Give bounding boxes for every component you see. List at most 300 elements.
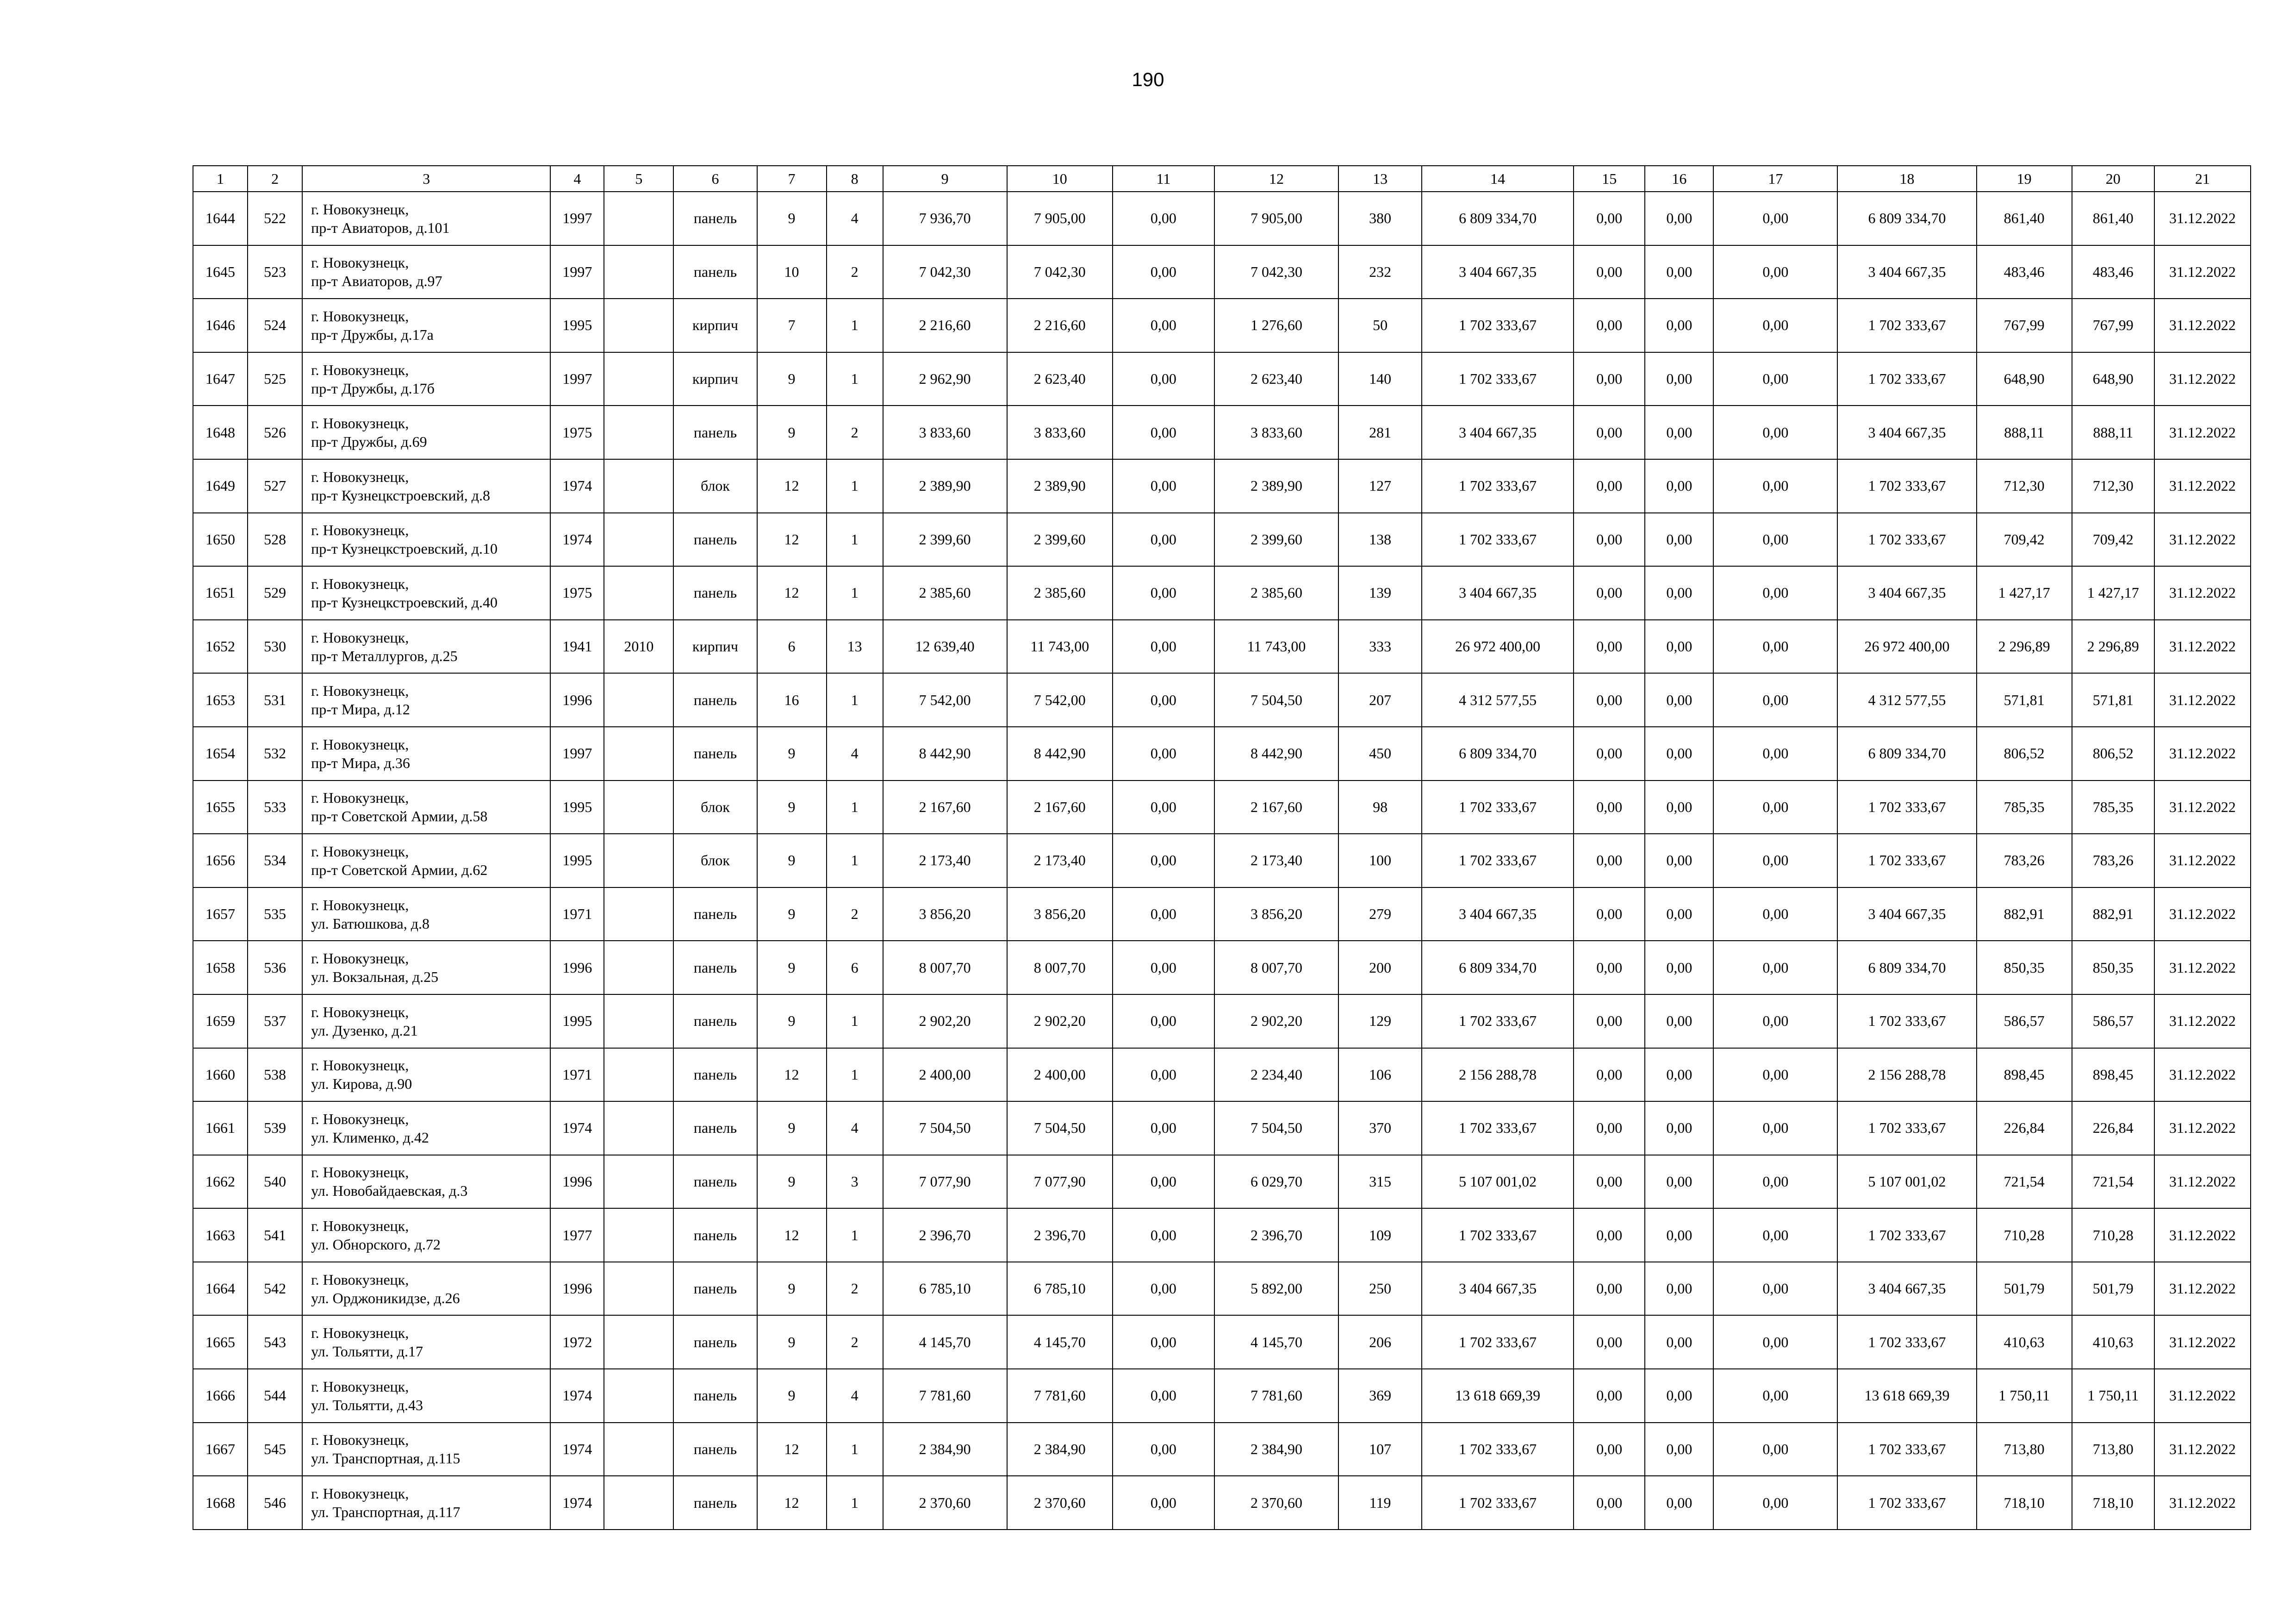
cell-address — [302, 566, 550, 620]
cell-col-18: 1 702 333,67 — [1837, 781, 1976, 834]
cell-col-1: 1652 — [193, 620, 248, 674]
cell-col-6: панель — [673, 1101, 757, 1155]
column-header-15: 15 — [1574, 166, 1645, 192]
cell-col-21: 31.12.2022 — [2154, 1423, 2251, 1476]
cell-col-10: 7 042,30 — [1007, 245, 1113, 299]
cell-col-15: 0,00 — [1574, 834, 1645, 887]
cell-col-21: 31.12.2022 — [2154, 1369, 2251, 1423]
cell-col-20: 806,52 — [2072, 727, 2154, 781]
cell-col-2: 530 — [248, 620, 302, 674]
cell-col-14: 1 702 333,67 — [1422, 834, 1574, 887]
cell-col-11: 0,00 — [1113, 406, 1214, 459]
cell-col-14: 1 702 333,67 — [1422, 781, 1574, 834]
cell-col-13: 370 — [1338, 1101, 1422, 1155]
cell-col-21: 31.12.2022 — [2154, 192, 2251, 245]
cell-col-4: 1996 — [550, 1155, 604, 1209]
cell-col-14: 3 404 667,35 — [1422, 245, 1574, 299]
address-city: г. Новокузнецк, — [311, 1378, 409, 1395]
cell-col-9: 2 385,60 — [883, 566, 1007, 620]
address-city: г. Новокузнецк, — [311, 522, 409, 539]
address-street: ул. Клименко, д.42 — [311, 1129, 429, 1146]
cell-col-10: 4 145,70 — [1007, 1315, 1113, 1369]
address-street: ул. Транспортная, д.115 — [311, 1450, 460, 1467]
cell-col-4: 1995 — [550, 994, 604, 1048]
cell-col-6: панель — [673, 513, 757, 567]
cell-col-17: 0,00 — [1713, 192, 1837, 245]
cell-col-8: 6 — [827, 941, 883, 994]
address-street: ул. Обнорского, д.72 — [311, 1236, 441, 1253]
cell-col-11: 0,00 — [1113, 192, 1214, 245]
cell-col-17: 0,00 — [1713, 1423, 1837, 1476]
address-city: г. Новокузнецк, — [311, 307, 409, 325]
cell-col-7: 9 — [757, 352, 827, 406]
cell-col-13: 281 — [1338, 406, 1422, 459]
address-city: г. Новокузнецк, — [311, 361, 409, 378]
cell-col-11: 0,00 — [1113, 1262, 1214, 1316]
cell-col-14: 6 809 334,70 — [1422, 727, 1574, 781]
cell-col-2: 537 — [248, 994, 302, 1048]
address-street: ул. Орджоникидзе, д.26 — [311, 1289, 460, 1306]
table-row — [193, 459, 2251, 513]
cell-col-2: 544 — [248, 1369, 302, 1423]
cell-col-16: 0,00 — [1645, 941, 1713, 994]
cell-col-16: 0,00 — [1645, 834, 1713, 887]
cell-col-19: 888,11 — [1977, 406, 2072, 459]
cell-col-21: 31.12.2022 — [2154, 673, 2251, 727]
column-header-16: 16 — [1645, 166, 1713, 192]
cell-col-17: 0,00 — [1713, 727, 1837, 781]
cell-col-12: 4 145,70 — [1214, 1315, 1338, 1369]
cell-col-1: 1650 — [193, 513, 248, 567]
cell-col-8: 1 — [827, 994, 883, 1048]
address-street: пр-т Авиаторов, д.97 — [311, 273, 442, 290]
cell-col-4: 1977 — [550, 1208, 604, 1262]
address-city: г. Новокузнецк, — [311, 468, 409, 485]
cell-col-21: 31.12.2022 — [2154, 1208, 2251, 1262]
cell-col-11: 0,00 — [1113, 834, 1214, 887]
cell-col-14: 4 312 577,55 — [1422, 673, 1574, 727]
cell-col-8: 1 — [827, 781, 883, 834]
cell-col-15: 0,00 — [1574, 994, 1645, 1048]
table-row — [193, 1208, 2251, 1262]
table-row — [193, 994, 2251, 1048]
cell-address — [302, 299, 550, 352]
cell-col-16: 0,00 — [1645, 1423, 1713, 1476]
cell-col-1: 1668 — [193, 1476, 248, 1530]
cell-col-12: 7 504,50 — [1214, 673, 1338, 727]
cell-col-17: 0,00 — [1713, 299, 1837, 352]
cell-col-17: 0,00 — [1713, 459, 1837, 513]
cell-col-5 — [604, 352, 673, 406]
column-header-9: 9 — [883, 166, 1007, 192]
cell-col-1: 1644 — [193, 192, 248, 245]
cell-col-19: 2 296,89 — [1977, 620, 2072, 674]
cell-col-21: 31.12.2022 — [2154, 299, 2251, 352]
cell-address — [302, 459, 550, 513]
cell-col-17: 0,00 — [1713, 673, 1837, 727]
cell-address — [302, 727, 550, 781]
cell-col-18: 3 404 667,35 — [1837, 887, 1976, 941]
cell-col-16: 0,00 — [1645, 513, 1713, 567]
cell-col-2: 542 — [248, 1262, 302, 1316]
cell-col-7: 9 — [757, 192, 827, 245]
cell-col-18: 3 404 667,35 — [1837, 406, 1976, 459]
cell-col-19: 710,28 — [1977, 1208, 2072, 1262]
cell-col-11: 0,00 — [1113, 566, 1214, 620]
column-header-4: 4 — [550, 166, 604, 192]
cell-col-6: кирпич — [673, 352, 757, 406]
cell-col-8: 2 — [827, 1315, 883, 1369]
cell-col-10: 7 542,00 — [1007, 673, 1113, 727]
cell-col-20: 718,10 — [2072, 1476, 2154, 1530]
cell-col-16: 0,00 — [1645, 1476, 1713, 1530]
cell-col-8: 2 — [827, 245, 883, 299]
cell-col-12: 6 029,70 — [1214, 1155, 1338, 1209]
table-row — [193, 834, 2251, 887]
cell-col-10: 2 389,90 — [1007, 459, 1113, 513]
cell-col-11: 0,00 — [1113, 781, 1214, 834]
address-street: ул. Кирова, д.90 — [311, 1075, 412, 1093]
cell-col-12: 1 276,60 — [1214, 299, 1338, 352]
cell-col-9: 7 936,70 — [883, 192, 1007, 245]
cell-col-7: 9 — [757, 1369, 827, 1423]
cell-col-20: 785,35 — [2072, 781, 2154, 834]
cell-col-8: 1 — [827, 1476, 883, 1530]
cell-col-18: 1 702 333,67 — [1837, 834, 1976, 887]
cell-col-8: 1 — [827, 299, 883, 352]
cell-col-13: 107 — [1338, 1423, 1422, 1476]
cell-col-2: 539 — [248, 1101, 302, 1155]
cell-col-10: 2 173,40 — [1007, 834, 1113, 887]
cell-col-10: 3 856,20 — [1007, 887, 1113, 941]
cell-col-17: 0,00 — [1713, 406, 1837, 459]
cell-col-5 — [604, 1101, 673, 1155]
cell-col-6: панель — [673, 1476, 757, 1530]
cell-col-9: 2 173,40 — [883, 834, 1007, 887]
cell-col-17: 0,00 — [1713, 834, 1837, 887]
address-city: г. Новокузнецк, — [311, 1218, 409, 1235]
cell-col-15: 0,00 — [1574, 406, 1645, 459]
cell-col-1: 1654 — [193, 727, 248, 781]
cell-col-12: 2 396,70 — [1214, 1208, 1338, 1262]
table-body — [193, 192, 2251, 1530]
cell-col-17: 0,00 — [1713, 781, 1837, 834]
cell-col-15: 0,00 — [1574, 941, 1645, 994]
cell-col-13: 139 — [1338, 566, 1422, 620]
cell-col-8: 4 — [827, 192, 883, 245]
cell-col-17: 0,00 — [1713, 1155, 1837, 1209]
address-street: ул. Транспортная, д.117 — [311, 1504, 460, 1521]
cell-col-6: панель — [673, 673, 757, 727]
cell-col-10: 2 385,60 — [1007, 566, 1113, 620]
cell-col-1: 1658 — [193, 941, 248, 994]
table-row — [193, 620, 2251, 674]
table-row — [193, 299, 2251, 352]
cell-col-6: панель — [673, 887, 757, 941]
cell-col-6: панель — [673, 1155, 757, 1209]
cell-col-1: 1665 — [193, 1315, 248, 1369]
cell-col-20: 783,26 — [2072, 834, 2154, 887]
cell-col-12: 2 399,60 — [1214, 513, 1338, 567]
cell-address — [302, 781, 550, 834]
cell-col-5 — [604, 299, 673, 352]
cell-col-6: панель — [673, 941, 757, 994]
address-street: пр-т Авиаторов, д.101 — [311, 219, 450, 236]
cell-col-18: 2 156 288,78 — [1837, 1048, 1976, 1102]
cell-col-20: 709,42 — [2072, 513, 2154, 567]
cell-col-15: 0,00 — [1574, 299, 1645, 352]
cell-col-21: 31.12.2022 — [2154, 941, 2251, 994]
cell-col-12: 2 370,60 — [1214, 1476, 1338, 1530]
cell-col-21: 31.12.2022 — [2154, 245, 2251, 299]
cell-col-5 — [604, 406, 673, 459]
cell-col-16: 0,00 — [1645, 727, 1713, 781]
cell-col-2: 541 — [248, 1208, 302, 1262]
cell-col-13: 450 — [1338, 727, 1422, 781]
cell-col-10: 7 905,00 — [1007, 192, 1113, 245]
cell-col-21: 31.12.2022 — [2154, 620, 2251, 674]
cell-col-18: 5 107 001,02 — [1837, 1155, 1976, 1209]
cell-col-1: 1663 — [193, 1208, 248, 1262]
address-street: ул. Вокзальная, д.25 — [311, 968, 439, 986]
cell-col-8: 3 — [827, 1155, 883, 1209]
cell-col-21: 31.12.2022 — [2154, 1262, 2251, 1316]
cell-col-8: 2 — [827, 887, 883, 941]
cell-col-21: 31.12.2022 — [2154, 1315, 2251, 1369]
address-street: пр-т Кузнецкстроевский, д.10 — [311, 540, 498, 557]
cell-col-12: 2 389,90 — [1214, 459, 1338, 513]
cell-col-19: 712,30 — [1977, 459, 2072, 513]
cell-col-12: 2 384,90 — [1214, 1423, 1338, 1476]
table-row — [193, 1476, 2251, 1530]
column-header-18: 18 — [1837, 166, 1976, 192]
cell-col-18: 3 404 667,35 — [1837, 245, 1976, 299]
cell-col-15: 0,00 — [1574, 1155, 1645, 1209]
cell-col-13: 98 — [1338, 781, 1422, 834]
cell-col-6: блок — [673, 781, 757, 834]
cell-col-16: 0,00 — [1645, 352, 1713, 406]
cell-col-17: 0,00 — [1713, 245, 1837, 299]
cell-col-2: 532 — [248, 727, 302, 781]
cell-col-20: 721,54 — [2072, 1155, 2154, 1209]
cell-col-11: 0,00 — [1113, 1155, 1214, 1209]
address-street: пр-т Мира, д.36 — [311, 754, 410, 771]
cell-col-19: 898,45 — [1977, 1048, 2072, 1102]
cell-col-21: 31.12.2022 — [2154, 1101, 2251, 1155]
cell-col-4: 1996 — [550, 673, 604, 727]
cell-col-16: 0,00 — [1645, 994, 1713, 1048]
cell-col-13: 207 — [1338, 673, 1422, 727]
cell-col-13: 100 — [1338, 834, 1422, 887]
cell-col-7: 9 — [757, 1155, 827, 1209]
cell-col-14: 1 702 333,67 — [1422, 994, 1574, 1048]
cell-col-4: 1974 — [550, 1101, 604, 1155]
cell-col-17: 0,00 — [1713, 941, 1837, 994]
cell-col-18: 1 702 333,67 — [1837, 513, 1976, 567]
cell-col-5 — [604, 1155, 673, 1209]
cell-col-6: панель — [673, 1423, 757, 1476]
cell-col-14: 1 702 333,67 — [1422, 1101, 1574, 1155]
cell-col-15: 0,00 — [1574, 459, 1645, 513]
cell-col-20: 767,99 — [2072, 299, 2154, 352]
cell-col-4: 1997 — [550, 727, 604, 781]
column-header-6: 6 — [673, 166, 757, 192]
cell-col-6: панель — [673, 1369, 757, 1423]
cell-col-17: 0,00 — [1713, 566, 1837, 620]
cell-col-7: 12 — [757, 1208, 827, 1262]
cell-col-19: 785,35 — [1977, 781, 2072, 834]
cell-col-17: 0,00 — [1713, 1315, 1837, 1369]
cell-col-18: 1 702 333,67 — [1837, 1101, 1976, 1155]
cell-col-18: 1 702 333,67 — [1837, 1423, 1976, 1476]
column-header-12: 12 — [1214, 166, 1338, 192]
cell-col-20: 2 296,89 — [2072, 620, 2154, 674]
cell-col-17: 0,00 — [1713, 1262, 1837, 1316]
address-street: ул. Батюшкова, д.8 — [311, 915, 430, 932]
cell-col-17: 0,00 — [1713, 1476, 1837, 1530]
cell-col-1: 1662 — [193, 1155, 248, 1209]
cell-col-11: 0,00 — [1113, 1423, 1214, 1476]
address-city: г. Новокузнецк, — [311, 843, 409, 860]
cell-col-18: 26 972 400,00 — [1837, 620, 1976, 674]
cell-col-4: 1975 — [550, 406, 604, 459]
cell-col-7: 12 — [757, 459, 827, 513]
cell-col-14: 2 156 288,78 — [1422, 1048, 1574, 1102]
cell-col-14: 1 702 333,67 — [1422, 1476, 1574, 1530]
cell-col-2: 531 — [248, 673, 302, 727]
address-city: г. Новокузнецк, — [311, 200, 409, 218]
cell-address — [302, 620, 550, 674]
cell-col-5 — [604, 781, 673, 834]
column-header-20: 20 — [2072, 166, 2154, 192]
cell-col-15: 0,00 — [1574, 1315, 1645, 1369]
cell-col-20: 483,46 — [2072, 245, 2154, 299]
cell-col-19: 483,46 — [1977, 245, 2072, 299]
cell-col-8: 1 — [827, 459, 883, 513]
cell-col-14: 5 107 001,02 — [1422, 1155, 1574, 1209]
cell-col-12: 2 167,60 — [1214, 781, 1338, 834]
cell-col-9: 6 785,10 — [883, 1262, 1007, 1316]
cell-col-2: 529 — [248, 566, 302, 620]
cell-col-6: панель — [673, 1048, 757, 1102]
address-street: ул. Тольятти, д.43 — [311, 1396, 423, 1413]
cell-col-16: 0,00 — [1645, 459, 1713, 513]
cell-col-7: 9 — [757, 994, 827, 1048]
cell-col-9: 2 962,90 — [883, 352, 1007, 406]
cell-col-16: 0,00 — [1645, 192, 1713, 245]
cell-col-21: 31.12.2022 — [2154, 352, 2251, 406]
column-header-11: 11 — [1113, 166, 1214, 192]
cell-col-7: 9 — [757, 406, 827, 459]
cell-col-12: 11 743,00 — [1214, 620, 1338, 674]
address-city: г. Новокузнецк, — [311, 575, 409, 592]
cell-col-20: 226,84 — [2072, 1101, 2154, 1155]
cell-col-10: 2 370,60 — [1007, 1476, 1113, 1530]
cell-col-13: 315 — [1338, 1155, 1422, 1209]
cell-col-12: 8 007,70 — [1214, 941, 1338, 994]
cell-col-20: 410,63 — [2072, 1315, 2154, 1369]
cell-col-5 — [604, 673, 673, 727]
cell-col-9: 2 400,00 — [883, 1048, 1007, 1102]
cell-col-12: 2 902,20 — [1214, 994, 1338, 1048]
cell-col-19: 1 427,17 — [1977, 566, 2072, 620]
cell-col-21: 31.12.2022 — [2154, 781, 2251, 834]
cell-address — [302, 1155, 550, 1209]
cell-col-7: 9 — [757, 887, 827, 941]
table-row — [193, 727, 2251, 781]
cell-col-2: 534 — [248, 834, 302, 887]
cell-col-20: 882,91 — [2072, 887, 2154, 941]
column-header-5: 5 — [604, 166, 673, 192]
cell-col-14: 1 702 333,67 — [1422, 459, 1574, 513]
table-row — [193, 1315, 2251, 1369]
cell-col-18: 3 404 667,35 — [1837, 1262, 1976, 1316]
cell-col-16: 0,00 — [1645, 673, 1713, 727]
cell-col-9: 7 781,60 — [883, 1369, 1007, 1423]
cell-col-4: 1997 — [550, 192, 604, 245]
cell-col-16: 0,00 — [1645, 1048, 1713, 1102]
table-row — [193, 192, 2251, 245]
address-street: пр-т Дружбы, д.17а — [311, 326, 434, 343]
table-row — [193, 1101, 2251, 1155]
table-row — [193, 781, 2251, 834]
address-street: пр-т Мира, д.12 — [311, 701, 410, 718]
cell-col-15: 0,00 — [1574, 352, 1645, 406]
cell-col-20: 1 750,11 — [2072, 1369, 2154, 1423]
cell-col-17: 0,00 — [1713, 1101, 1837, 1155]
cell-col-15: 0,00 — [1574, 1262, 1645, 1316]
cell-col-16: 0,00 — [1645, 1208, 1713, 1262]
cell-col-9: 3 856,20 — [883, 887, 1007, 941]
cell-col-7: 6 — [757, 620, 827, 674]
cell-col-1: 1666 — [193, 1369, 248, 1423]
address-street: пр-т Кузнецкстроевский, д.8 — [311, 487, 491, 504]
cell-col-5 — [604, 1369, 673, 1423]
cell-col-18: 6 809 334,70 — [1837, 192, 1976, 245]
table-row — [193, 1155, 2251, 1209]
cell-col-21: 31.12.2022 — [2154, 994, 2251, 1048]
housing-registry-table — [193, 165, 2251, 1530]
cell-col-4: 1996 — [550, 941, 604, 994]
cell-col-10: 8 442,90 — [1007, 727, 1113, 781]
cell-col-14: 6 809 334,70 — [1422, 941, 1574, 994]
cell-col-8: 4 — [827, 1369, 883, 1423]
column-header-19: 19 — [1977, 166, 2072, 192]
cell-col-19: 721,54 — [1977, 1155, 2072, 1209]
cell-col-2: 528 — [248, 513, 302, 567]
cell-col-18: 1 702 333,67 — [1837, 1208, 1976, 1262]
address-city: г. Новокузнецк, — [311, 1271, 409, 1288]
address-city: г. Новокузнецк, — [311, 736, 409, 753]
cell-col-13: 129 — [1338, 994, 1422, 1048]
cell-col-8: 2 — [827, 406, 883, 459]
cell-col-9: 2 399,60 — [883, 513, 1007, 567]
cell-col-8: 1 — [827, 352, 883, 406]
cell-col-2: 522 — [248, 192, 302, 245]
cell-col-18: 3 404 667,35 — [1837, 566, 1976, 620]
cell-col-10: 11 743,00 — [1007, 620, 1113, 674]
cell-col-9: 8 007,70 — [883, 941, 1007, 994]
cell-col-9: 2 167,60 — [883, 781, 1007, 834]
cell-col-6: кирпич — [673, 620, 757, 674]
cell-col-12: 2 623,40 — [1214, 352, 1338, 406]
table-row — [193, 941, 2251, 994]
cell-col-6: кирпич — [673, 299, 757, 352]
cell-col-7: 9 — [757, 1262, 827, 1316]
cell-col-4: 1996 — [550, 1262, 604, 1316]
cell-col-17: 0,00 — [1713, 994, 1837, 1048]
cell-col-8: 1 — [827, 1048, 883, 1102]
